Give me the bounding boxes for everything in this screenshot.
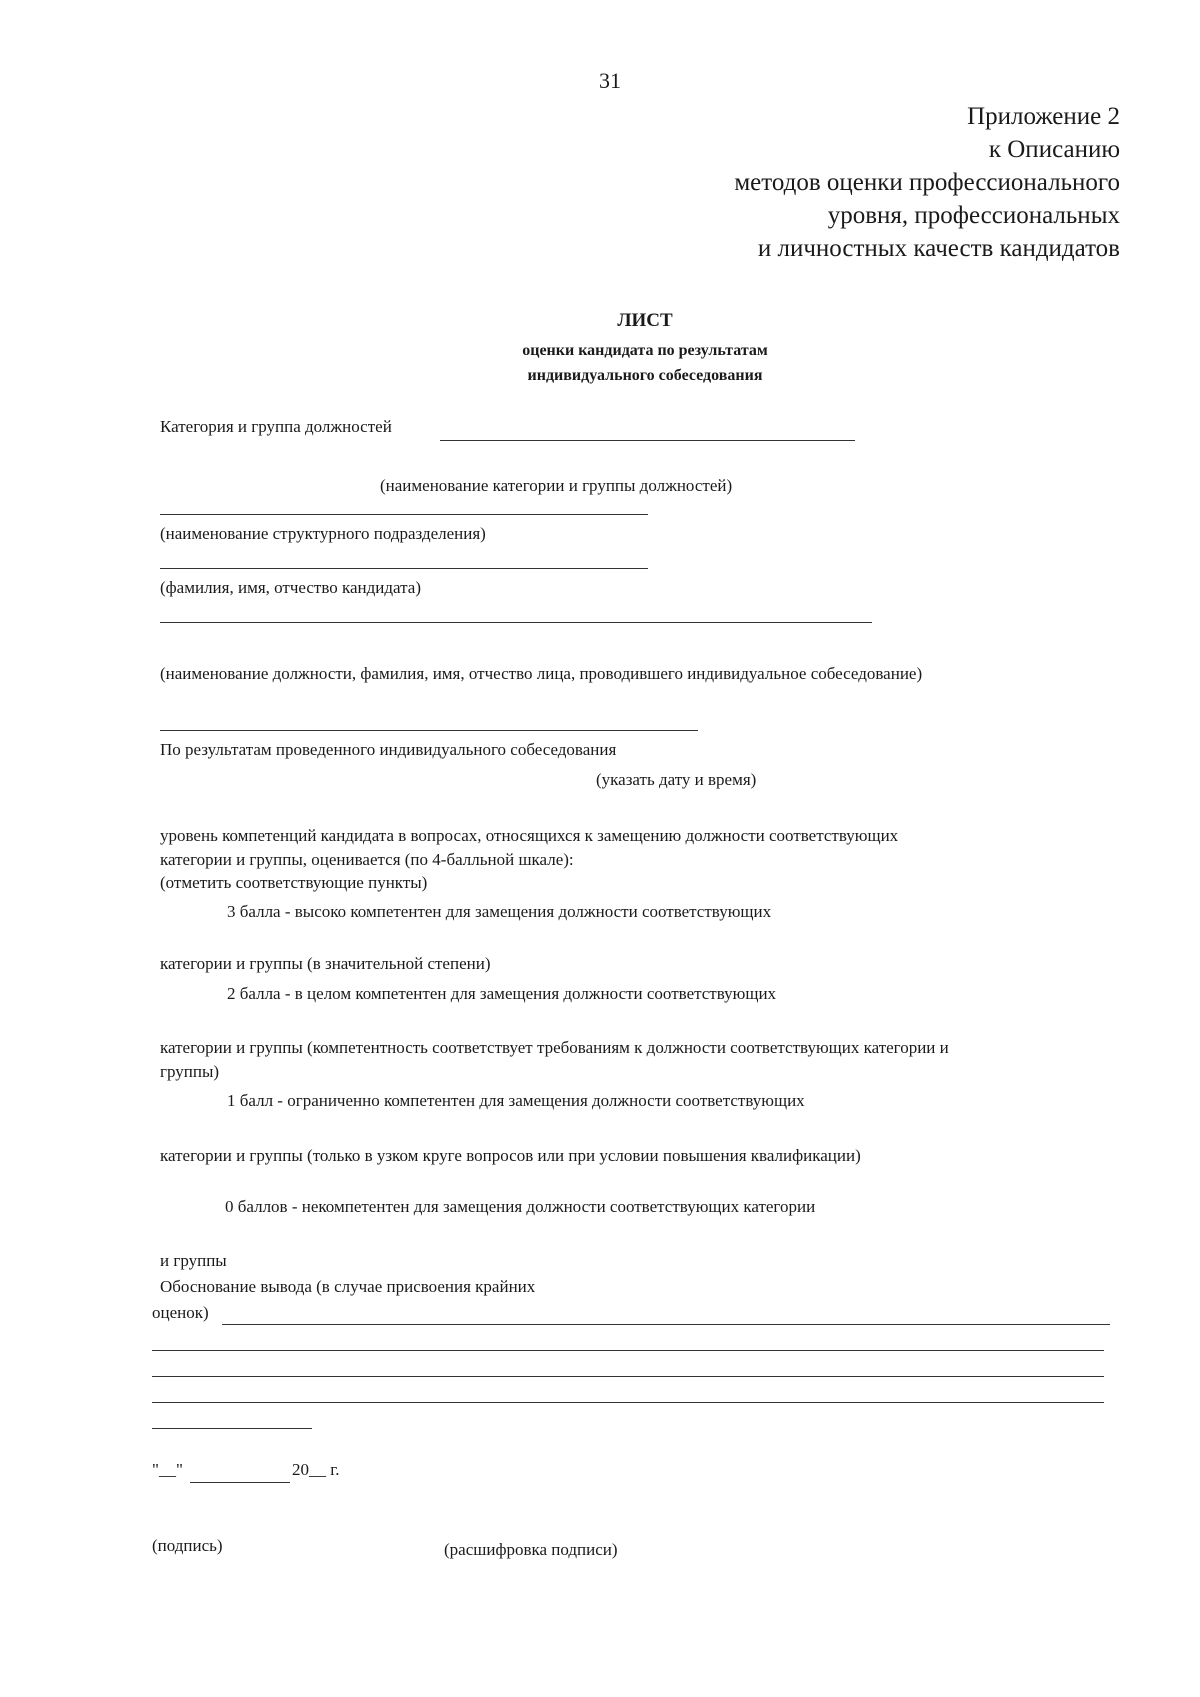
justification-input-line[interactable] <box>152 1402 1104 1403</box>
score-0-option[interactable]: 0 баллов - некомпетентен для замещения должности соответствующих категории <box>225 1197 816 1216</box>
appendix-header <box>560 100 1120 265</box>
assessment-instruction: (отметить соответствующие пункты) <box>160 873 428 892</box>
candidate-input-line[interactable] <box>160 568 648 569</box>
date-caption: (указать дату и время) <box>596 770 757 789</box>
document-title: ЛИСТ <box>617 310 673 331</box>
document-subtitle: оценки кандидата по результатам <box>522 342 768 359</box>
page-number: 31 <box>599 68 621 93</box>
category-caption: (наименование категории и группы должностей) <box>380 476 733 495</box>
assessment-intro: уровень компетенций кандидата в вопросах, относящихся к замещению должности соответствующих <box>160 826 899 845</box>
assessment-intro: категории и группы, оценивается (по 4-балльной шкале): <box>160 850 574 869</box>
signature-decoding-caption: (расшифровка подписи) <box>444 1540 618 1559</box>
interviewer-caption: (наименование должности, фамилия, имя, отчество лица, проводившего индивидуальное собеседование) <box>160 664 923 683</box>
date-month-line[interactable] <box>190 1482 290 1483</box>
appendix-line: Приложение 2 <box>967 103 1120 130</box>
division-input-line[interactable] <box>160 514 648 515</box>
score-3-text: категории и группы (в значительной степени) <box>160 954 491 973</box>
justification-input-line[interactable] <box>222 1324 1110 1325</box>
score-2-text: группы) <box>160 1062 220 1081</box>
date-day-quotes: "__" <box>152 1460 183 1479</box>
score-1-text: категории и группы (только в узком круге вопросов или при условии повышения квалификации) <box>160 1146 861 1165</box>
candidate-caption: (фамилия, имя, отчество кандидата) <box>160 578 422 597</box>
date-year: 20__ г. <box>292 1460 340 1479</box>
category-input-line[interactable] <box>440 440 855 441</box>
score-2-option[interactable]: 2 балла - в целом компетентен для замещения должности соответствующих <box>227 984 777 1003</box>
score-0-text: и группы <box>160 1251 227 1270</box>
justification-input-line[interactable] <box>152 1350 1104 1351</box>
score-3-option[interactable]: 3 балла - высоко компетентен для замещения должности соответствующих <box>227 902 772 921</box>
justification-label: Обоснование вывода (в случае присвоения крайних <box>160 1277 536 1296</box>
document-subtitle: индивидуального собеседования <box>527 367 763 384</box>
appendix-line: методов оценки профессионального <box>734 169 1120 196</box>
score-2-text: категории и группы (компетентность соответствует требованиям к должности соответствующих категории и <box>160 1038 949 1057</box>
results-label: По результатам проведенного индивидуального собеседования <box>160 740 617 759</box>
date-input-line[interactable] <box>160 730 698 731</box>
appendix-line: к Описанию <box>988 136 1120 163</box>
appendix-line: уровня, профессиональных <box>827 202 1120 229</box>
score-1-option[interactable]: 1 балл - ограниченно компетентен для замещения должности соответствующих <box>227 1091 805 1110</box>
division-caption: (наименование структурного подразделения) <box>160 524 486 543</box>
interviewer-input-line[interactable] <box>160 622 872 623</box>
justification-input-line[interactable] <box>152 1428 312 1429</box>
category-label: Категория и группа должностей <box>160 417 392 436</box>
signature-caption: (подпись) <box>152 1536 223 1555</box>
justification-input-line[interactable] <box>152 1376 1104 1377</box>
appendix-line: и личностных качеств кандидатов <box>757 235 1120 262</box>
justification-label: оценок) <box>152 1303 209 1322</box>
